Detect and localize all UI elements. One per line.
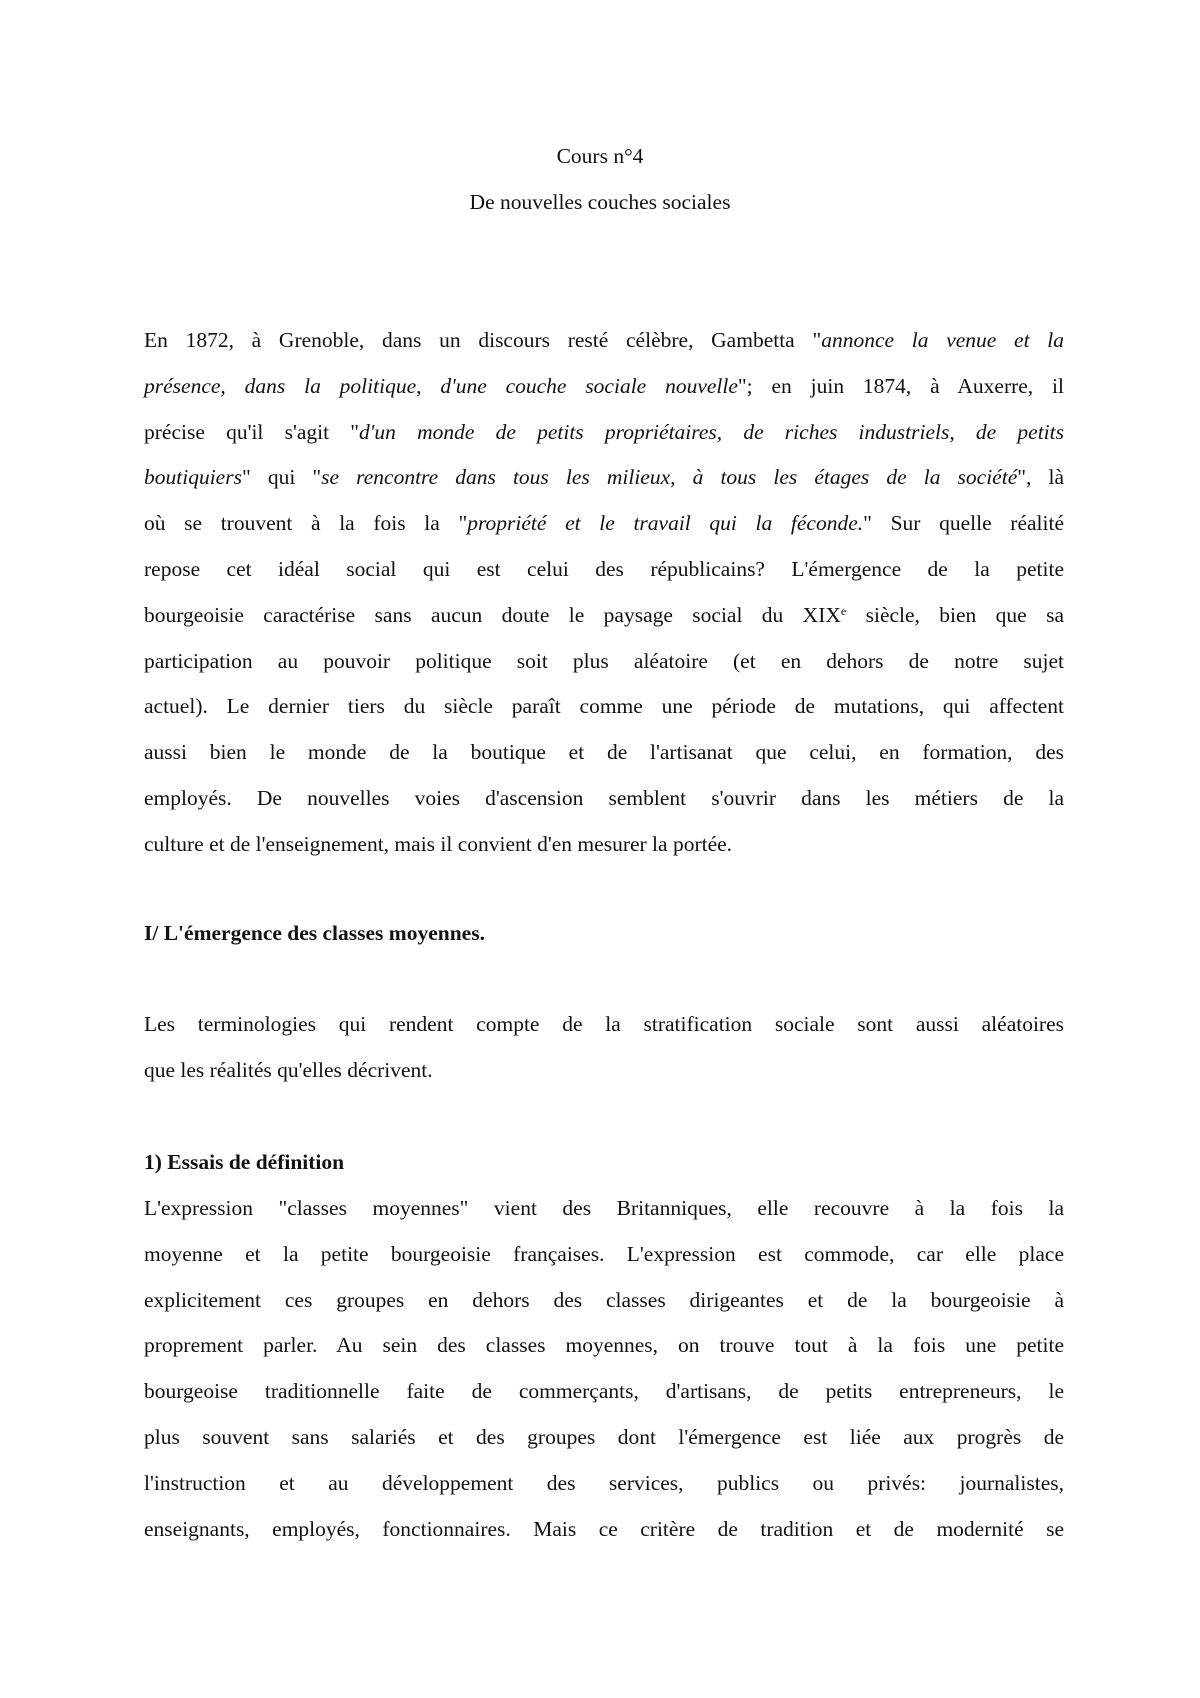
text-line: repose cet idéal social qui est celui des républicains? L'émergence de la petite [144, 556, 1064, 581]
text-line: participation au pouvoir politique soit plus aléatoire (et en dehors de notre sujet [144, 648, 1064, 673]
course-number: Cours n°4 [556, 144, 644, 168]
text-line: culture et de l'enseignement, mais il convient d'en mesurer la portée. [144, 831, 733, 856]
text-line: que les réalités qu'elles décrivent. [144, 1057, 433, 1082]
text-line: où se trouvent à la fois la "propriété et le travail qui la féconde." Sur quelle réalité [144, 511, 1064, 536]
text-line: En 1872, à Grenoble, dans un discours resté célèbre, Gambetta "annonce la venue et la [144, 328, 1064, 352]
text-line: explicitement ces groupes en dehors des classes dirigeantes et de la bourgeoisie à [144, 1287, 1064, 1312]
text-line: plus souvent sans salariés et des groupes dont l'émergence est liée aux progrès de [144, 1424, 1064, 1449]
text-line: bourgeoise traditionnelle faite de commerçants, d'artisans, de petits entrepreneurs, le [144, 1379, 1064, 1404]
text-line: employés. De nouvelles voies d'ascension semblent s'ouvrir dans les métiers de la [144, 785, 1064, 810]
text-line: moyenne et la petite bourgeoisie françaises. L'expression est commode, car elle place [144, 1241, 1064, 1266]
text-line: L'expression "classes moyennes" vient des Britanniques, elle recouvre à la fois la [144, 1196, 1064, 1220]
text-line: proprement parler. Au sein des classes moyennes, on trouve tout à la fois une petite [144, 1333, 1064, 1358]
section-heading: I/ L'émergence des classes moyennes. [144, 921, 485, 945]
course-title: De nouvelles couches sociales [469, 190, 731, 214]
text-line: présence, dans la politique, d'une couche sociale nouvelle"; en juin 1874, à Auxerre, il [144, 373, 1064, 398]
text-line: précise qu'il s'agit "d'un monde de petits propriétaires, de riches industriels, de petits [144, 419, 1064, 444]
text-line: boutiquiers" qui "se rencontre dans tous les milieux, à tous les étages de la société", là [144, 465, 1065, 490]
intro-paragraph [144, 318, 1064, 868]
section-paragraph [144, 1002, 1064, 1094]
text-line: Les terminologies qui rendent compte de la stratification sociale sont aussi aléatoires [144, 1012, 1064, 1036]
subsection-paragraph [144, 1186, 1064, 1552]
text-line: aussi bien le monde de la boutique et de l'artisanat que celui, en formation, des [144, 740, 1064, 765]
text-line: enseignants, employés, fonctionnaires. Mais ce critère de tradition et de modernité se [144, 1516, 1064, 1541]
text-line: bourgeoisie caractérise sans aucun doute le paysage social du XIXe siècle, bien que sa [144, 602, 1065, 627]
text-line: l'instruction et au développement des services, publics ou privés: journalistes, [144, 1470, 1064, 1495]
subsection-heading: 1) Essais de définition [144, 1150, 345, 1174]
text-line: actuel). Le dernier tiers du siècle paraît comme une période de mutations, qui affectent [144, 694, 1064, 719]
